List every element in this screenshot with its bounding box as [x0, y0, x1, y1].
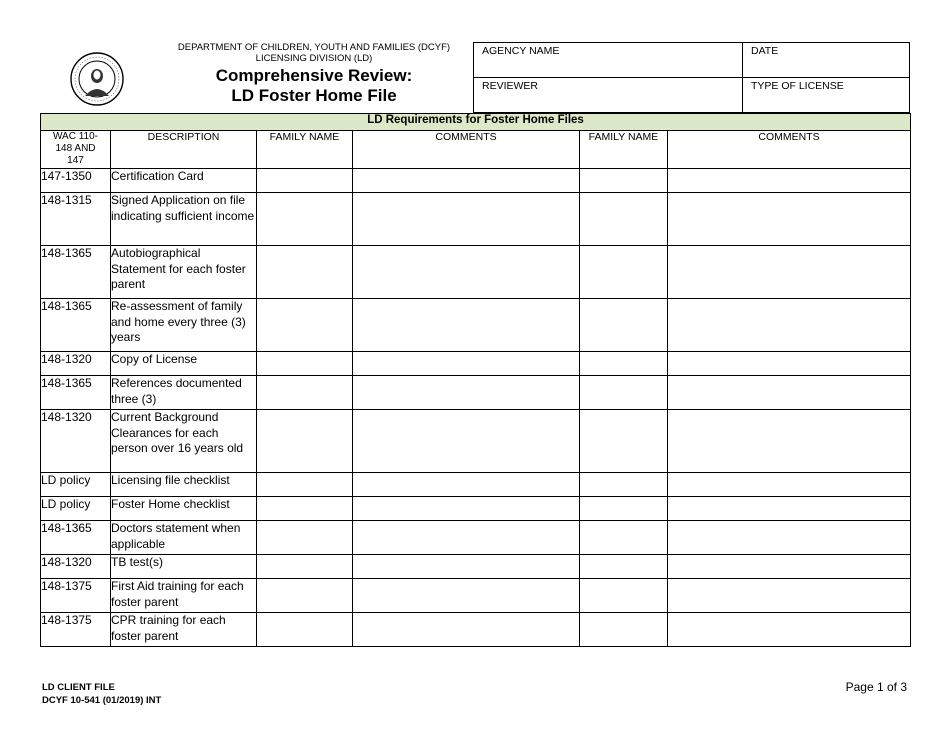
comments-cell[interactable] [668, 299, 911, 352]
family-name-cell[interactable] [257, 579, 353, 613]
family-name-cell[interactable] [257, 193, 353, 246]
description-column-header: DESCRIPTION [111, 131, 257, 169]
family-name-cell[interactable] [580, 497, 668, 521]
description-cell: TB test(s) [111, 555, 257, 579]
table-row [41, 246, 911, 299]
table-row [41, 579, 911, 613]
family-name-cell[interactable] [257, 410, 353, 473]
wac-code-cell: 148-1375 [41, 613, 111, 647]
wac-header-line1: WAC 110- [52, 131, 98, 142]
agency-name-field[interactable] [474, 43, 743, 78]
family-name-column-header-2: FAMILY NAME [580, 131, 668, 169]
table-row [41, 193, 911, 246]
comments-cell[interactable] [668, 246, 911, 299]
family-name-cell[interactable] [580, 613, 668, 647]
table-row [41, 473, 911, 497]
review-info-grid [473, 42, 910, 113]
description-cell: Doctors statement when applicable [111, 521, 257, 555]
family-name-cell[interactable] [580, 246, 668, 299]
department-name: DEPARTMENT OF CHILDREN, YOUTH AND FAMILIES (DCYF) [177, 42, 451, 53]
description-cell: Signed Application on file indicating sufficient income [111, 193, 257, 246]
form-title [155, 66, 473, 106]
wac-code-cell: 147-1350 [41, 169, 111, 193]
description-cell: Current Background Clearances for each person over 16 years old [111, 410, 257, 473]
wac-header-line2: 148 AND [55, 143, 96, 154]
comments-cell[interactable] [353, 497, 580, 521]
family-name-cell[interactable] [580, 193, 668, 246]
family-name-cell[interactable] [580, 579, 668, 613]
reviewer-label: REVIEWER [482, 80, 539, 92]
comments-cell[interactable] [353, 246, 580, 299]
comments-column-header-2: COMMENTS [668, 131, 911, 169]
date-label: DATE [751, 45, 779, 57]
form-number: DCYF 10-541 (01/2019) INT [42, 695, 162, 706]
family-name-cell[interactable] [257, 299, 353, 352]
family-name-cell[interactable] [580, 376, 668, 410]
family-name-cell[interactable] [580, 169, 668, 193]
comments-cell[interactable] [668, 193, 911, 246]
family-name-cell[interactable] [580, 299, 668, 352]
license-type-label: TYPE OF LICENSE [751, 80, 844, 92]
family-name-cell[interactable] [257, 352, 353, 376]
description-cell: Certification Card [111, 169, 257, 193]
family-name-cell[interactable] [257, 521, 353, 555]
description-cell: CPR training for each foster parent [111, 613, 257, 647]
wac-header-line3: 147 [67, 155, 84, 166]
license-type-field[interactable] [743, 78, 909, 112]
wac-code-cell: 148-1365 [41, 299, 111, 352]
family-name-cell[interactable] [257, 497, 353, 521]
department-heading [155, 43, 473, 64]
wac-code-cell: LD policy [41, 473, 111, 497]
family-name-cell[interactable] [580, 352, 668, 376]
family-name-cell[interactable] [257, 246, 353, 299]
reviewer-field[interactable] [474, 78, 743, 112]
comments-cell[interactable] [353, 410, 580, 473]
table-row [41, 376, 911, 410]
form-title-line2: LD Foster Home File [231, 86, 397, 105]
description-cell: Re-assessment of family and home every three (3) years [111, 299, 257, 352]
comments-cell[interactable] [353, 613, 580, 647]
comments-cell[interactable] [668, 169, 911, 193]
comments-cell[interactable] [668, 497, 911, 521]
family-name-cell[interactable] [257, 613, 353, 647]
table-row [41, 299, 911, 352]
comments-cell[interactable] [668, 376, 911, 410]
table-row [41, 352, 911, 376]
wac-code-cell: 148-1320 [41, 352, 111, 376]
description-cell: First Aid training for each foster parent [111, 579, 257, 613]
wac-code-cell: 148-1320 [41, 555, 111, 579]
comments-cell[interactable] [353, 169, 580, 193]
form-title-line1: Comprehensive Review: [215, 66, 413, 85]
wac-code-cell: 148-1365 [41, 521, 111, 555]
wac-code-cell: LD policy [41, 497, 111, 521]
page-number: Page 1 of 3 [845, 680, 907, 694]
description-cell: References documented three (3) [111, 376, 257, 410]
wac-code-cell: 148-1375 [41, 579, 111, 613]
table-row [41, 521, 911, 555]
comments-cell[interactable] [353, 299, 580, 352]
family-name-cell[interactable] [580, 555, 668, 579]
comments-cell[interactable] [353, 579, 580, 613]
family-name-cell[interactable] [257, 555, 353, 579]
table-row [41, 410, 911, 473]
comments-column-header-1: COMMENTS [353, 131, 580, 169]
table-row [41, 497, 911, 521]
comments-cell[interactable] [668, 352, 911, 376]
comments-cell[interactable] [668, 521, 911, 555]
requirements-table [40, 113, 911, 647]
comments-cell[interactable] [353, 473, 580, 497]
family-name-cell[interactable] [580, 473, 668, 497]
wac-code-cell: 148-1365 [41, 376, 111, 410]
comments-cell[interactable] [353, 352, 580, 376]
wac-code-cell: 148-1320 [41, 410, 111, 473]
comments-cell[interactable] [353, 376, 580, 410]
description-cell: Licensing file checklist [111, 473, 257, 497]
agency-name-label: AGENCY NAME [482, 45, 560, 57]
form-footer [42, 681, 161, 707]
family-name-cell[interactable] [580, 410, 668, 473]
division-name: LICENSING DIVISION (LD) [255, 52, 373, 64]
family-name-cell[interactable] [257, 376, 353, 410]
comments-cell[interactable] [668, 410, 911, 473]
table-band-title: LD Requirements for Foster Home Files [41, 114, 911, 131]
comments-cell[interactable] [353, 555, 580, 579]
family-name-column-header-1: FAMILY NAME [257, 131, 353, 169]
family-name-cell[interactable] [580, 521, 668, 555]
description-cell: Autobiographical Statement for each foster parent [111, 246, 257, 299]
wac-code-cell: 148-1315 [41, 193, 111, 246]
wac-code-cell: 148-1365 [41, 246, 111, 299]
description-cell: Copy of License [111, 352, 257, 376]
table-row [41, 169, 911, 193]
comments-cell[interactable] [668, 579, 911, 613]
table-row [41, 613, 911, 647]
table-row [41, 555, 911, 579]
comments-cell[interactable] [668, 613, 911, 647]
wac-column-header [41, 131, 111, 169]
family-name-cell[interactable] [257, 169, 353, 193]
family-name-cell[interactable] [257, 473, 353, 497]
client-file-label: LD CLIENT FILE [42, 682, 115, 693]
state-seal-logo [70, 52, 124, 106]
description-cell: Foster Home checklist [111, 497, 257, 521]
comments-cell[interactable] [668, 555, 911, 579]
comments-cell[interactable] [353, 193, 580, 246]
comments-cell[interactable] [353, 521, 580, 555]
date-field[interactable] [743, 43, 909, 78]
comments-cell[interactable] [668, 473, 911, 497]
